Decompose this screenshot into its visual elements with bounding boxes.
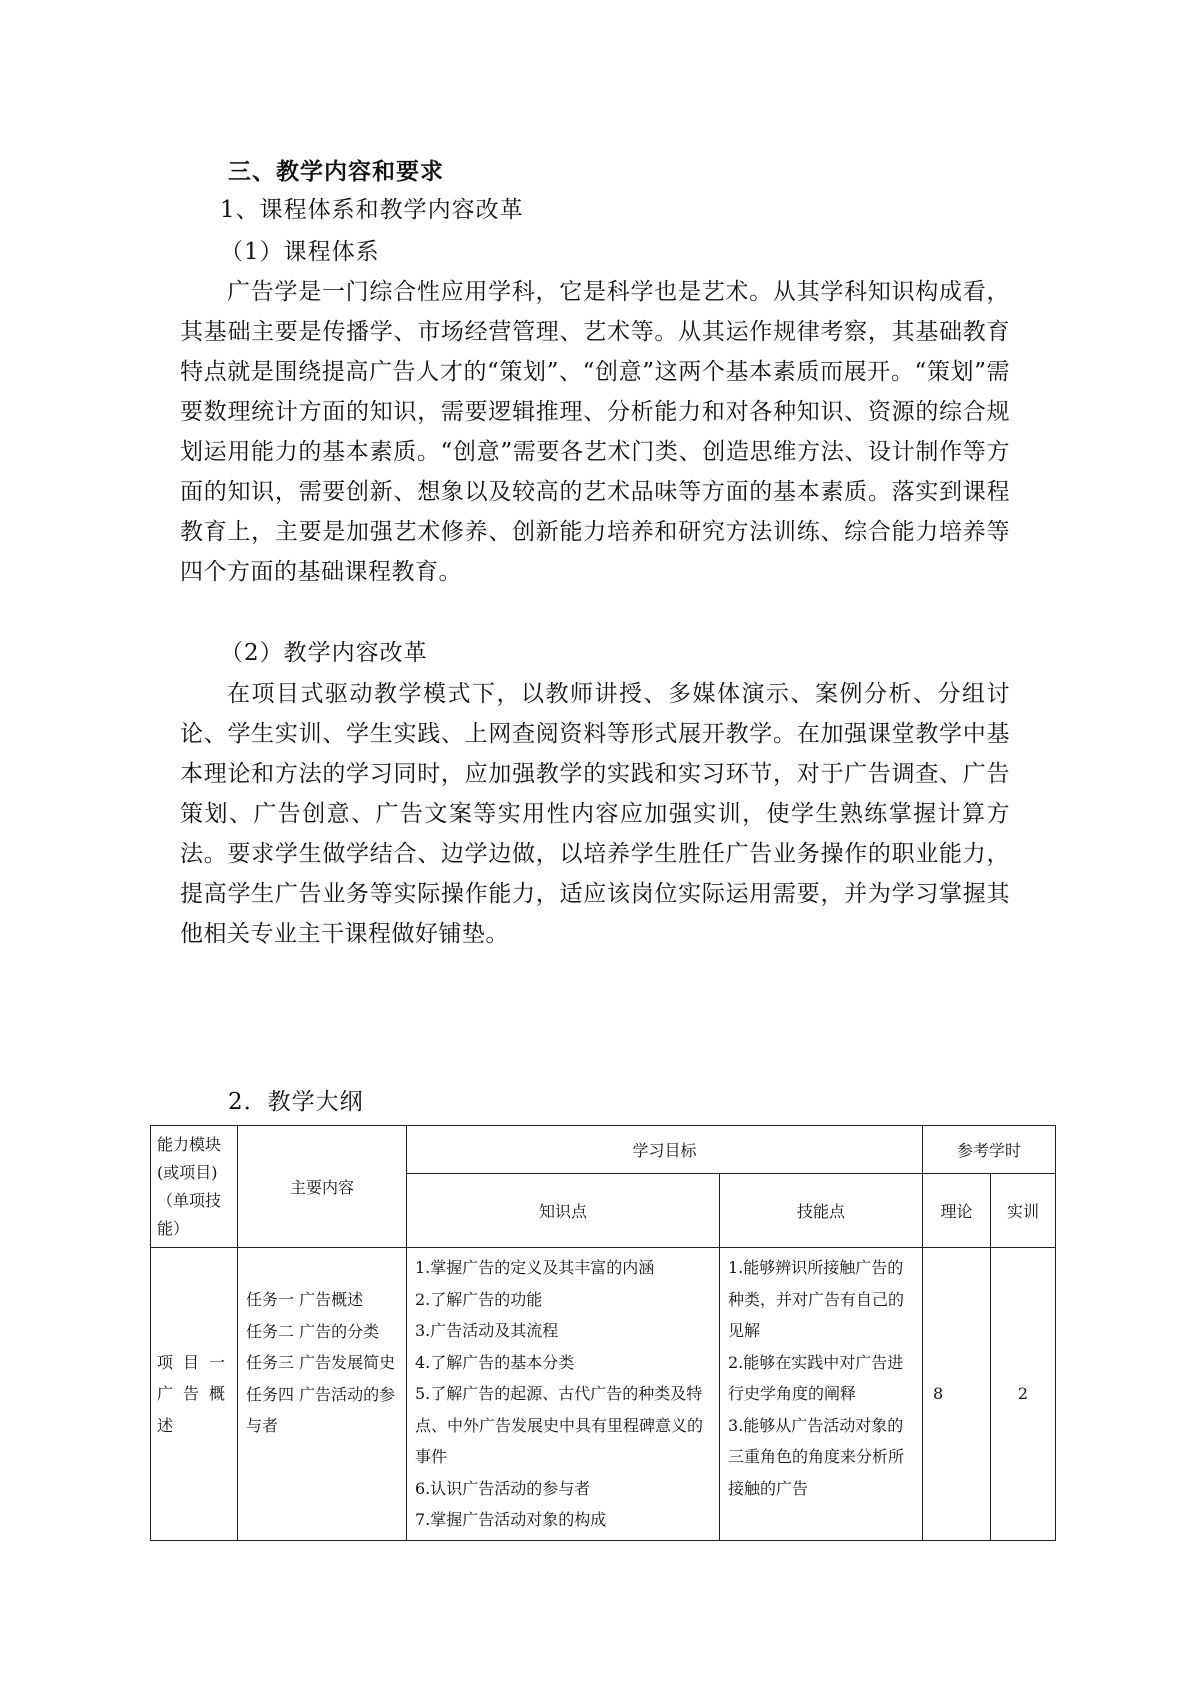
- table-row: [151, 1248, 1056, 1541]
- knowledge-item: 3.广告活动及其流程: [415, 1321, 559, 1340]
- knowledge-item: 6.认识广告活动的参与者: [415, 1478, 591, 1498]
- header-learning-goal: 学习目标: [407, 1126, 923, 1174]
- header-theory: 理论: [923, 1174, 991, 1248]
- paragraph-content-reform: 在项目式驱动教学模式下，以教师讲授、多媒体演示、案例分析、分组讨论、学生实训、学生实践、上网查阅资料等形式展开教学。在加强课堂教学中基本理论和方法的学习同时，应加强教学的实践和实习环节，对于广告调查、广告策划、广告创意、广告文案等实用性内容应加强实训，使学生熟练掌握计算方法。要求学生做学结合、边学边做，以培养学生胜任广告业务操作的职业能力，提高学生广告业务等实际操作能力，适应该岗位实际运用需要，并为学习掌握其他相关专业主干课程做好铺垫。: [180, 681, 1010, 947]
- row-knowledge-points: [407, 1248, 720, 1541]
- content-item: 任务三 广告发展简史: [246, 1353, 396, 1372]
- content-item: 任务二 广告的分类: [246, 1321, 380, 1341]
- subsection-heading-1: 1、课程体系和教学内容改革: [220, 197, 524, 223]
- subsection-heading-1b: （2）教学内容改革: [220, 640, 428, 666]
- row-practice-hours: 2: [991, 1248, 1056, 1541]
- header-main-content: 主要内容: [238, 1126, 407, 1248]
- content-item: 任务一 广告概述: [246, 1290, 364, 1309]
- header-practice: 实训: [991, 1174, 1056, 1248]
- syllabus-table: [150, 1125, 1056, 1541]
- knowledge-item: 5.了解广告的起源、古代广告的种类及特点、中外广告发展史中具有里程碑意义的事件: [415, 1384, 704, 1466]
- section-heading: 三、教学内容和要求: [228, 159, 444, 185]
- header-module: 能力模块(或项目)（单项技能）: [151, 1126, 238, 1248]
- header-skill: 技能点: [720, 1174, 923, 1248]
- row-skill-points: [720, 1248, 923, 1541]
- subsection-heading-2: 2．教学大纲: [228, 1089, 364, 1115]
- content-item: 任务四 广告活动的参与者: [246, 1384, 396, 1435]
- row-main-content: [238, 1248, 407, 1541]
- knowledge-item: 7.掌握广告活动对象的构成: [415, 1510, 607, 1529]
- knowledge-item: 2.了解广告的功能: [415, 1289, 543, 1309]
- skill-item: 1.能够辨识所接触广告的种类，并对广告有自己的见解: [728, 1258, 905, 1340]
- skill-item: 2.能够在实践中对广告进行史学角度的阐释: [728, 1352, 904, 1403]
- knowledge-item: 1.掌握广告的定义及其丰富的内涵: [415, 1258, 655, 1277]
- header-knowledge: 知识点: [407, 1174, 720, 1248]
- skill-item: 3.能够从广告活动对象的三重角色的角度来分析所接触的广告: [728, 1415, 905, 1498]
- knowledge-item: 4.了解广告的基本分类: [415, 1352, 575, 1372]
- row-module: 项目一广告概述: [151, 1248, 238, 1541]
- subsection-heading-1a: （1）课程体系: [220, 239, 380, 265]
- row-theory-hours: 8: [923, 1248, 991, 1541]
- paragraph-course-system: 广告学是一门综合性应用学科，它是科学也是艺术。从其学科知识构成看，其基础主要是传播学、市场经营管理、艺术等。从其运作规律考察，其基础教育特点就是围绕提高广告人才的“策划”、“创意”这两个基本素质而展开。“策划”需要数理统计方面的知识，需要逻辑推理、分析能力和对各种知识、资源的综合规划运用能力的基本素质。“创意”需要各艺术门类、创造思维方法、设计制作等方面的知识，需要创新、想象以及较高的艺术品味等方面的基本素质。落实到课程教育上，主要是加强艺术修养、创新能力培养和研究方法训练、综合能力培养等四个方面的基础课程教育。: [180, 279, 1010, 585]
- header-reference-hours: 参考学时: [923, 1126, 1056, 1174]
